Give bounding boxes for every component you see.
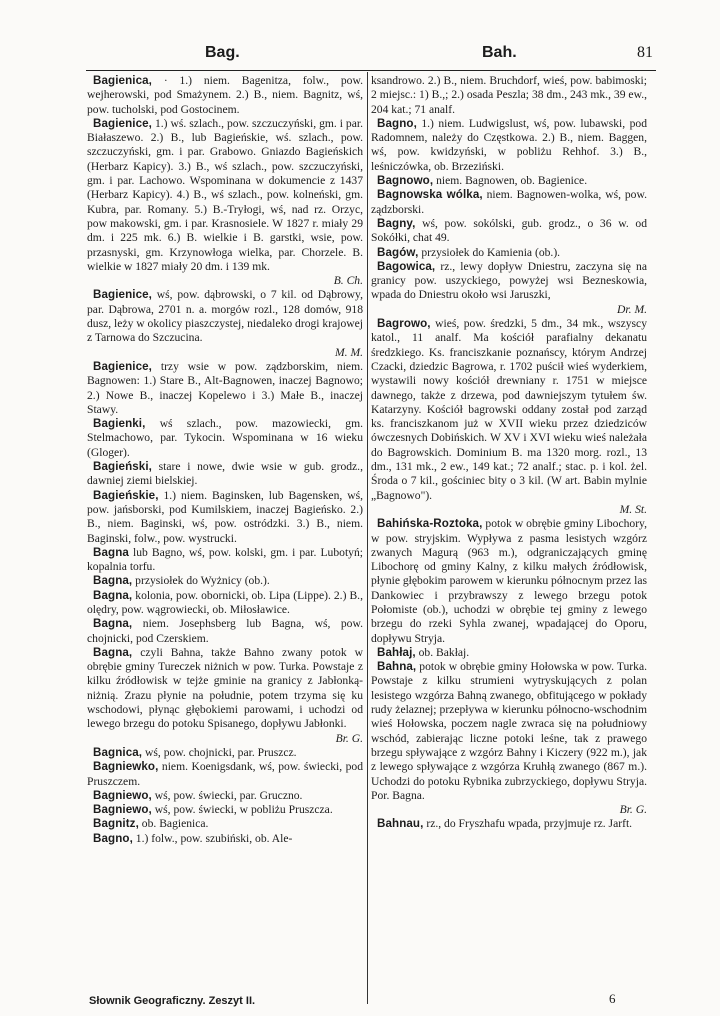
entry-text: 1.) niem. Ludwigslust, wś, pow. lubawski, pod Radomnem, należy do Częstkowa. 2.) B., niem. Baggen, wś, pow. kwidzyński, w pobliżu Rehhof. 3.) B., leśniczówka, ob. Brzeziński. [371, 116, 647, 173]
entry-headword: Bagowica, [377, 259, 436, 273]
entry-signature: M. M. [334, 345, 363, 359]
entry-text: trzy wsie w pow. ządzborskim, niem. Bagnowen: 1.) Stare B., Alt-Bagnowen, inaczej Bagnowo; 2.) Nowe B., inaczej Kopelewo i 3.) Małe B., inaczej Stawy. [87, 359, 363, 416]
entry-text: wś, pow. sokólski, gub. grodz., o 36 w. od Sokółki, chat 49. [371, 216, 647, 245]
entry-headword: Bagnowo, [377, 174, 434, 188]
entry-text: ob. Bagienica. [141, 817, 209, 831]
dictionary-entry [371, 74, 647, 117]
left-column [87, 74, 363, 846]
entry-headword: Bahna, [377, 660, 417, 674]
entry-text: niem. Koenigsdank, wś, pow. świecki, pod Pruszczem. [87, 760, 363, 788]
entry-headword: Bagniewko, [93, 760, 159, 774]
dictionary-entry [87, 832, 363, 846]
dictionary-entry [371, 246, 647, 260]
entry-text: przysiołek do Kamienia (ob.). [421, 245, 561, 259]
entry-signature: Br. G. [335, 731, 363, 745]
dictionary-entry [371, 646, 647, 660]
entry-text: wieś, pow. średzki, 5 dm., 34 mk., wszyscy katol., 11 analf. Ma kościół parafialny dekanatu średzkiego. Ks. franciszkanie poznańscy, którym Andrzej Czacki, dziedzic Bagrowa, r. 1702 puścił wieś wyderkiem, wystawili nowy kościół drewniany r. 1751 w miejsce dawnego, także z drzewa, pod dawniejszym tytułem św. Katarzyny. Kościół bagrowski oddany został pod zarząd ks. franciszkanom już w XVII wieku przez dziedziców ówczesnych Dobińskich. W XV i XVI wieku wieś należała do Bagrowskich. Dominium B. ma 1320 morg. rozl., 13 dm., 131 mk., 2 ew., 149 kat.; 72 analf.; stac. p. i kol. żel. Środa o 7 kil., gościniec bity o 3 kil. (W art. Babin mylnie „Bagnowo"). [371, 317, 647, 502]
entry-text: 1.) wś. szlach., pow. szczuczyński, gm. i par. Białaszewo. 2.) B., lub Bagieńskie, wś. szlach., pow. szczuczyński, gm. i par. Grabowo. Gniazdo Bagieńskich (Herbarz Kapicy). 3.) B., wś szlach., pow. szczuczyński, gm. i par. Lachowo. Wspominana w dokumencie z 1437 (Herbarz Kapicy). 4.) B., wś szlach., pow. kolneński, gm. Kubra, par. Romany. 5.) B.-Tryłogi, wś, nad rz. Orzyc, pow makowski, gm. i par. Krasnosiele. W 1827 r. miały 29 dm. i 225 mk. 6.) B. wielkie i B. garstki, wsie, pow. przasnyski, gm. Krzynowłoga wielka, par. Chorzele. B. wielkie w 1827 miały 20 dm. i 139 mk. [87, 116, 363, 273]
dictionary-entry [87, 617, 363, 646]
dictionary-entry [87, 546, 363, 575]
dictionary-entry [87, 460, 363, 489]
entry-text: wś, pow. chojnicki, par. Pruszcz. [145, 745, 297, 759]
entry-text: ksandrowo. 2.) B., niem. Bruchdorf, wieś, pow. babimoski; 2 miejsc.: 1) B.,; 2.) osada Peszla; 38 dm., 243 mk., 39 ew., 204 kat.; 71 analf. [371, 74, 647, 116]
column-divider [367, 72, 368, 1004]
header-left-word: Bag. [205, 44, 240, 61]
dictionary-entry [371, 317, 647, 517]
entry-headword: Bagniewo, [93, 803, 152, 817]
dictionary-entry [371, 660, 647, 817]
dictionary-entry [371, 217, 647, 246]
entry-headword: Bagienice, [93, 288, 152, 302]
entry-headword: Bagna, [93, 617, 133, 631]
sheet-number: 6 [609, 991, 616, 1006]
entry-headword: Bagnica, [93, 745, 143, 759]
dictionary-entry [371, 260, 647, 317]
entry-text: przysiołek do Wyżnicy (ob.). [135, 574, 270, 588]
entry-text: rz., do Fryszhafu wpada, przyjmuje rz. Jarft. [426, 817, 633, 831]
dictionary-entry [87, 803, 363, 817]
entry-signature: Dr. M. [617, 302, 647, 316]
dictionary-entry [87, 489, 363, 546]
entry-headword: Bagieńskie, [93, 488, 159, 502]
entry-signature: B. Ch. [333, 274, 363, 288]
entry-headword: Bahińska-Roztoka, [377, 517, 483, 531]
running-header [0, 44, 720, 68]
dictionary-entry [371, 174, 647, 188]
entry-headword: Bagna [93, 545, 129, 559]
entry-headword: Bagieński, [93, 460, 152, 474]
entry-text: wś szlach., pow. mazowiecki, gm. Stelmachowo, par. Tykocin. Wspominana w 16 wieku (Gloger). [87, 417, 363, 459]
entry-headword: Bagienki, [93, 417, 146, 431]
dictionary-entry [371, 188, 647, 217]
entry-text: wś, pow. dąbrowski, o 7 kil. od Dąbrowy, par. Dąbrowa, 2701 n. a. morgów rozl., 128 domów, 918 dusz, leży w okolicy piaszczystej, niedaleko drogi krajowej z Tarnowa do Szczucina. [87, 288, 363, 345]
entry-text: wś, pow. świecki, par. Gruczno. [154, 788, 303, 802]
entry-text: potok w obrębie gminy Libochory, w pow. stryjskim. Wypływa z pasma lesistych wzgórz zwanych Magurą (963 m.), odgraniczających gminę Libochorę od gminy Kalny, z kilku małych źródłowisk, płynie głębokim parowem w kierunku północnym przez las Dankowiec i przybrawszy z lewego brzegu potok Połomiste (ob.), uchodzi w obrębie tej gminy z lewego brzegu do rzeki Syhla zwanej, wpadającej do Oporu, dopływu Stryja. [371, 517, 647, 645]
entry-signature: Br. G. [619, 803, 647, 817]
dictionary-entry [87, 817, 363, 831]
entry-text: · 1.) niem. Bagenitza, folw., pow. wejherowski, pod Smażynem. 2.) B., niem. Bagnitz, wś, pow. tucholski, pod Gostocinem. [87, 74, 363, 116]
dictionary-entry [87, 288, 363, 359]
dictionary-entry [87, 360, 363, 417]
dictionary-entry [87, 589, 363, 618]
entry-text: ob. Bakłaj. [418, 645, 470, 659]
entry-headword: Bagna, [93, 645, 133, 659]
entry-text: kolonia, pow. obornicki, ob. Lipa (Lippe). 2.) B., olędry, pow. wągrowiecki, ob. Miłosławice. [87, 588, 363, 616]
entry-headword: Bagienica, [93, 74, 152, 87]
entry-text: niem. Bagnowen, ob. Bagienice. [436, 174, 588, 188]
dictionary-entry [371, 517, 647, 646]
entry-headword: Bagrowo, [377, 317, 431, 331]
entry-text: wś, pow. świecki, w pobliżu Pruszcza. [154, 803, 333, 817]
entry-headword: Bagienice, [93, 116, 152, 130]
dictionary-entry [87, 574, 363, 588]
entry-headword: Bagna, [93, 588, 133, 602]
right-column [371, 74, 647, 832]
dictionary-entry [87, 646, 363, 746]
entry-headword: Bagów, [377, 245, 419, 259]
dictionary-entry [87, 117, 363, 289]
entry-headword: Bagny, [377, 216, 416, 230]
entry-text: stare i nowe, dwie wsie w gub. grodz., dawniej ziemi bielskiej. [87, 460, 363, 488]
entry-headword: Bagniewo, [93, 788, 152, 802]
dictionary-entry [371, 817, 647, 831]
entry-headword: Bahnau, [377, 817, 424, 831]
dictionary-entry [87, 417, 363, 460]
entry-headword: Bagno, [377, 116, 417, 130]
page-number: 81 [637, 44, 653, 61]
entry-text: niem. Josephsberg lub Bagna, wś, pow. chojnicki, pod Czerskiem. [87, 617, 363, 645]
entry-text: potok w obrębie gminy Hołowska w pow. Turka. Powstaje z kilku strumieni wytryskujących z polan lesistego wzgórza Bahną zwanego, obfitującego w pokłady rudy żelaznej; przepływa w kierunku północno-wschodnim wieś Hołowska, poczem nagle zwraca się na południowy wschód, zabierając liczne potoki leśne, tak z prawego brzegu spływające z wzgórz Bahny i Kiczery (922 m.), jak z lewego spływające z wzgórza Kruhłą zwanego (867 m.). Uchodzi do potoku Rybnika zubrzyckiego, dopływu Stryja. Por. Bagna. [371, 660, 647, 802]
dictionary-entry [87, 74, 363, 117]
entry-text: rz., lewy dopływ Dniestru, zaczyna się na granicy pow. uszyckiego, powyżej wsi Bezneskowia, wpada do Dniestru około wsi Jaruszki, [371, 259, 647, 302]
footer [0, 991, 720, 1011]
entry-headword: Bagno, [93, 831, 133, 845]
entry-headword: Bagienice, [93, 359, 152, 373]
entry-text: niem. Bagnowen-wolka, wś, pow. ządzborski. [371, 188, 648, 216]
entry-text: 1.) niem. Baginsken, lub Bagensken, wś, pow. jańsborski, pod Kumilskiem, inaczej Bagieńsko. 2.) B., niem. Baginski, wś, pow. ostródzki. 3.) B., niem. Baginski, folw., pow. wystrucki. [87, 488, 363, 545]
dictionary-entry [87, 789, 363, 803]
dictionary-entry [371, 117, 647, 174]
entry-headword: Bagna, [93, 574, 133, 588]
footer-title: Słownik Geograficzny. Zeszyt II. [89, 995, 256, 1007]
dictionary-entry [87, 760, 363, 789]
entry-text: czyli Bahna, także Bahno zwany potok w obrębie gminy Tureczek niżnich w pow. Turka. Powstaje z kilku źródłowisk w tejże gminie na granicy z Jabłonką-niżnią. Zrazu płynie na południe, potem trzyma się ku wschodowi, płynąc głębokiemi parowami, i uchodzi od lewego brzegu do potoku Spisanego, dopływu Jabłonki. [87, 645, 364, 731]
header-right-word: Bah. [482, 44, 517, 61]
entry-headword: Bagnitz, [93, 817, 139, 831]
entry-text: 1.) folw., pow. szubiński, ob. Ale- [135, 831, 293, 845]
entry-text: lub Bagno, wś, pow. kolski, gm. i par. Lubotyń; kopalnia torfu. [87, 545, 363, 574]
entry-signature: M. St. [619, 502, 647, 516]
dictionary-entry [87, 746, 363, 760]
header-rule [86, 70, 656, 71]
entry-headword: Bahłaj, [377, 645, 416, 659]
entry-headword: Bagnowska wólka, [377, 188, 483, 202]
